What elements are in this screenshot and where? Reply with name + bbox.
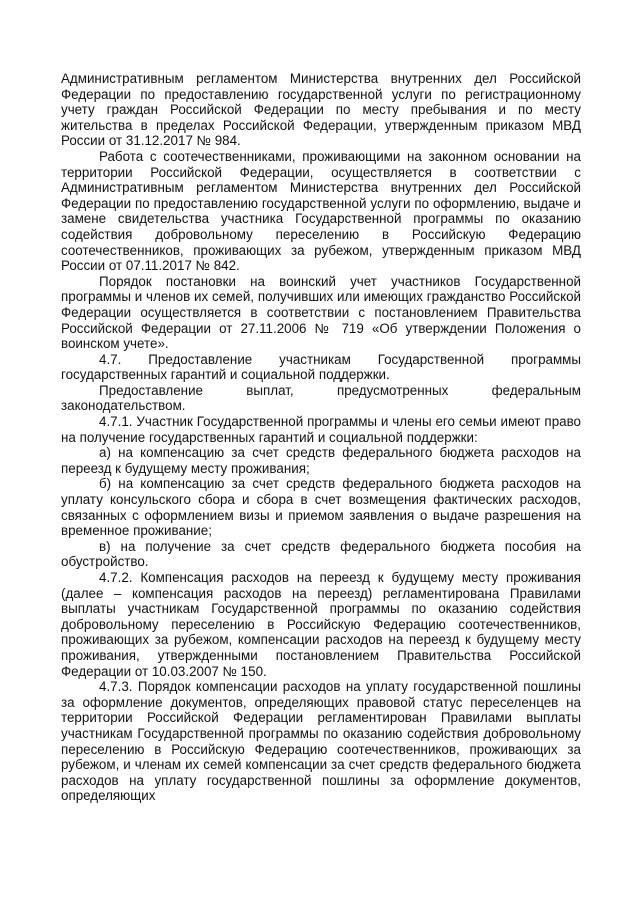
list-item-b: б) на компенсацию за счет средств федерального бюджета расходов на уплату консульского сбора и сбора в счет возмещения фактических расходов, связанных с оформлением визы и приемом заявления о выдаче разрешения на временное проживание; <box>61 476 581 539</box>
section-4-7-2: 4.7.2. Компенсация расходов на переезд к будущему месту проживания (далее – компенсация расходов на переезд) регламентирована Правилами выплаты участникам Государственной программы по оказанию содействия добровольному переселению в Российскую Федерацию соотечественников, проживающих за рубежом, компенсации расходов на переезд к будущему месту проживания, утвержденными постановлением Правительства Российской Федерации от 10.03.2007 № 150. <box>61 570 581 679</box>
section-4-7-3: 4.7.3. Порядок компенсации расходов на уплату государственной пошлины за оформление документов, определяющих правовой статус переселенцев на территории Российской Федерации регламентирован Правилами выплаты участникам Государственной программы по оказанию содействия добровольному переселению в Российскую Федерацию соотечественников, проживающих за рубежом, и членам их семей компенсации за счет средств федерального бюджета расходов на уплату государственной пошлины за оформление документов, определяющих <box>61 679 581 804</box>
list-item-a: а) на компенсацию за счет средств федерального бюджета расходов на переезд к будущему месту проживания; <box>61 445 581 476</box>
paragraph-military-registration: Порядок постановки на воинский учет участников Государственной программы и членов их семей, получивших или имеющих гражданство Российской Федерации осуществляется в соответствии с постановлением Правительства Российской Федерации от 27.11.2006 № 719 «Об утверждении Положения о воинском учете». <box>61 273 581 352</box>
section-4-7-1: 4.7.1. Участник Государственной программы и члены его семьи имеют право на получение государственных гарантий и социальной поддержки: <box>61 414 581 445</box>
paragraph-regulation-registration: Административным регламентом Министерства внутренних дел Российской Федерации по предоставлению государственной услуги по регистрационному учету граждан Российской Федерации по месту пребывания и по месту жительства в пределах Российской Федерации, утвержденным приказом МВД России от 31.12.2017 № 984. <box>61 71 581 149</box>
list-item-v: в) на получение за счет средств федерального бюджета пособия на обустройство. <box>61 538 581 570</box>
section-heading-4-7: 4.7. Предоставление участникам Государственной программы государственных гарантий и социальной поддержки. <box>61 351 581 383</box>
paragraph-payments: Предоставление выплат, предусмотренных федеральным законодательством. <box>61 382 581 414</box>
document-page <box>61 71 581 804</box>
paragraph-compatriots-work: Работа с соотечественниками, проживающими на законном основании на территории Российской Федерации, осуществляется в соответствии с Административным регламентом Министерства внутренних дел Российской Федерации по предоставлению государственной услуги по оформлению, выдаче и замене свидетельства участника Государственной программы по оказанию содействия добровольному переселению в Российскую Федерацию соотечественников, проживающих за рубежом, утвержденным приказом МВД России от 07.11.2017 № 842. <box>61 148 581 274</box>
